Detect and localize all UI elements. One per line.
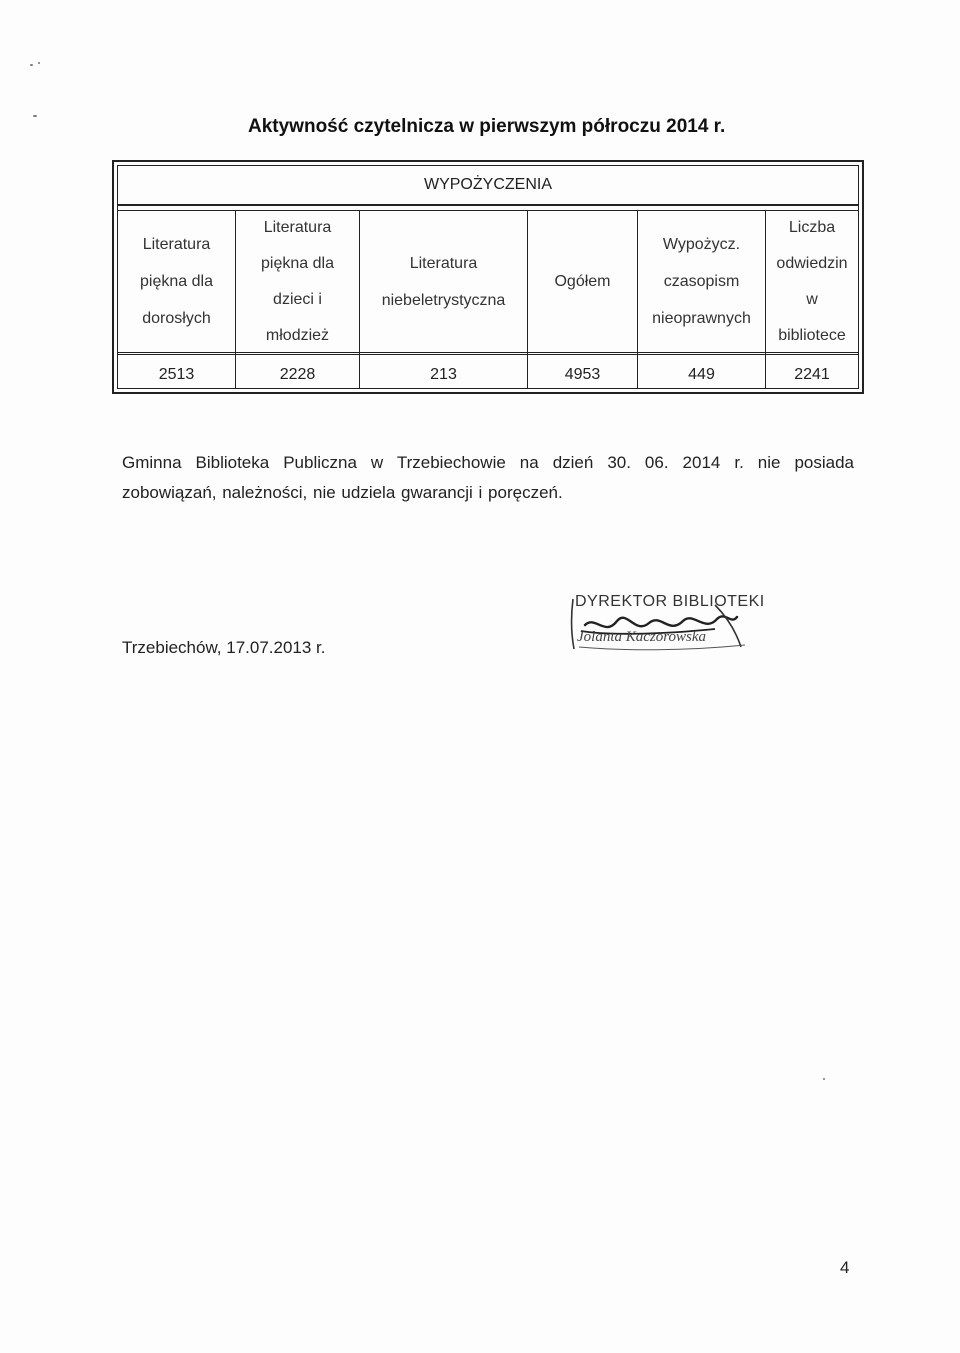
header-line: piękna dla [261,254,334,272]
header-line: dorosłych [142,310,211,327]
page-number: 4 [840,1258,850,1277]
loans-table-inner [117,165,859,389]
column-value: 2241 [794,366,830,383]
column-children-fiction [236,211,360,388]
stamp-name: Jolanta Kaczorowska [577,629,707,645]
column-adult-fiction [118,211,236,388]
stamp-title: DYREKTOR BIBLIOTEKI [575,593,765,610]
header-line: dzieci i [273,290,322,308]
loans-table [112,160,864,394]
column-periodicals [638,211,766,388]
scan-speck [823,1078,825,1080]
scan-speck [33,115,37,117]
column-value: 4953 [564,366,601,383]
scan-speck [38,62,40,64]
header-line: nieoprawnych [652,310,751,327]
header-line: młodzież [265,326,330,344]
header-line: Liczba [788,218,836,236]
column-value: 2513 [158,366,195,383]
header-line: czasopism [663,273,740,290]
document-title: Aktywność czytelnicza w pierwszym półroczu 2014 r. [248,116,726,137]
column-header [236,211,359,355]
header-line: Literatura [263,218,332,236]
column-nonfiction [360,211,528,388]
liabilities-statement: Gminna Biblioteka Publiczna w Trzebiechowie na dzień 30. 06. 2014 r. nie posiada zobowiązań, należności, nie udziela gwarancji i poręczeń. [122,453,854,502]
table-group-header: WYPOŻYCZENIA [118,166,858,206]
column-total [528,211,638,388]
column-header [638,211,765,355]
column-visits [766,211,858,388]
table-columns [118,210,858,388]
column-header [118,211,235,355]
column-header [360,211,527,355]
header-line: Ogółem [554,273,611,290]
header-line: piękna dla [140,273,213,290]
header-line: Literatura [409,254,478,272]
header-line: Wypożycz. [662,236,741,253]
column-header [528,211,637,355]
director-stamp [565,585,765,660]
header-line: w [806,290,818,308]
header-line: odwiedzin [776,254,848,272]
header-line: bibliotece [778,326,846,344]
place-and-date: Trzebiechów, 17.07.2013 r. [122,638,326,657]
header-line: Literatura [142,236,211,253]
column-value: 2228 [279,366,316,383]
column-value: 213 [430,366,457,383]
column-header [766,211,858,355]
column-value: 449 [688,366,715,383]
header-line: niebeletrystyczna [381,291,506,309]
scan-speck [30,64,33,66]
